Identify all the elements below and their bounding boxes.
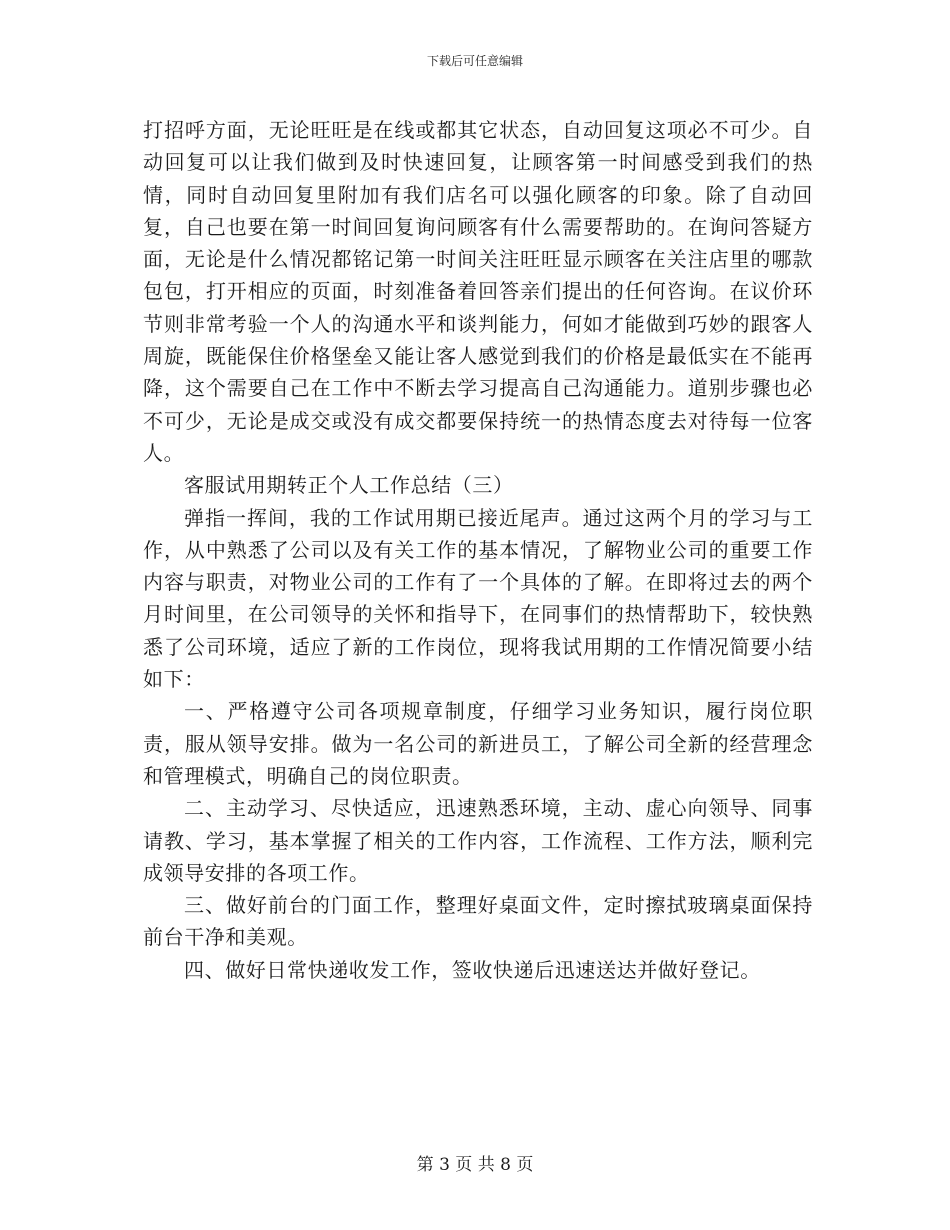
section-heading: 客服试用期转正个人工作总结（三） xyxy=(184,473,514,498)
page-header: 下载后可任意编辑 xyxy=(426,54,523,68)
paragraph-1: 打招呼方面，无论旺旺是在线或都其它状态，自动回复这项必不可少。自动回复可以让我们做到及时快速回复，让顾客第一时间感受到我们的热情，同时自动回复里附加有我们店名可以强化顾客的印象。除了自动回复，自己也要在第一时间回复询问顾客有什么需要帮助的。在询问答疑方面，无论是什么情况都铭记第一时间关注旺旺显示顾客在关注店里的哪款包包，打开相应的页面，时刻准备着回答亲们提出的任何咨询。在议价环节则非常考验一个人的沟通水平和谈判能力，何如才能做到巧妙的跟客人周旋，既能保住价格堡垒又能让客人感觉到我们的价格是最低实在不能再降，这个需要自己在工作中不断去学习提高自己沟通能力。道别步骤也必不可少，无论是成交或没有成交都要保持统一的热情态度去对待每一位客人。 xyxy=(143,118,813,465)
document-body xyxy=(143,114,813,986)
paragraph-item-3: 三、做好前台的门面工作，整理好桌面文件，定时擦拭玻璃桌面保持前台干净和美观。 xyxy=(143,893,813,950)
paragraph-item-1: 一、严格遵守公司各项规章制度，仔细学习业务知识，履行岗位职责，服从领导安排。做为一名公司的新进员工，了解公司全新的经营理念和管理模式，明确自己的岗位职责。 xyxy=(143,699,813,788)
paragraph-item-4: 四、做好日常快递收发工作，签收快递后迅速送达并做好登记。 xyxy=(184,957,761,982)
paragraph-item-2: 二、主动学习、尽快适应，迅速熟悉环境，主动、虚心向领导、同事请教、学习，基本掌握了相关的工作内容，工作流程、工作方法，顺利完成领导安排的各项工作。 xyxy=(143,796,813,885)
page-footer xyxy=(0,1154,950,1176)
paragraph-intro: 弹指一挥间，我的工作试用期已接近尾声。通过这两个月的学习与工作，从中熟悉了公司以及有关工作的基本情况，了解物业公司的重要工作内容与职责，对物业公司的工作有了一个具体的了解。在即将过去的两个月时间里，在公司领导的关怀和指导下，在同事们的热情帮助下，较快熟悉了公司环境，适应了新的工作岗位，现将我试用期的工作情况简要小结如下： xyxy=(143,505,813,692)
page-number: 第 3 页 共 8 页 xyxy=(416,1155,534,1175)
